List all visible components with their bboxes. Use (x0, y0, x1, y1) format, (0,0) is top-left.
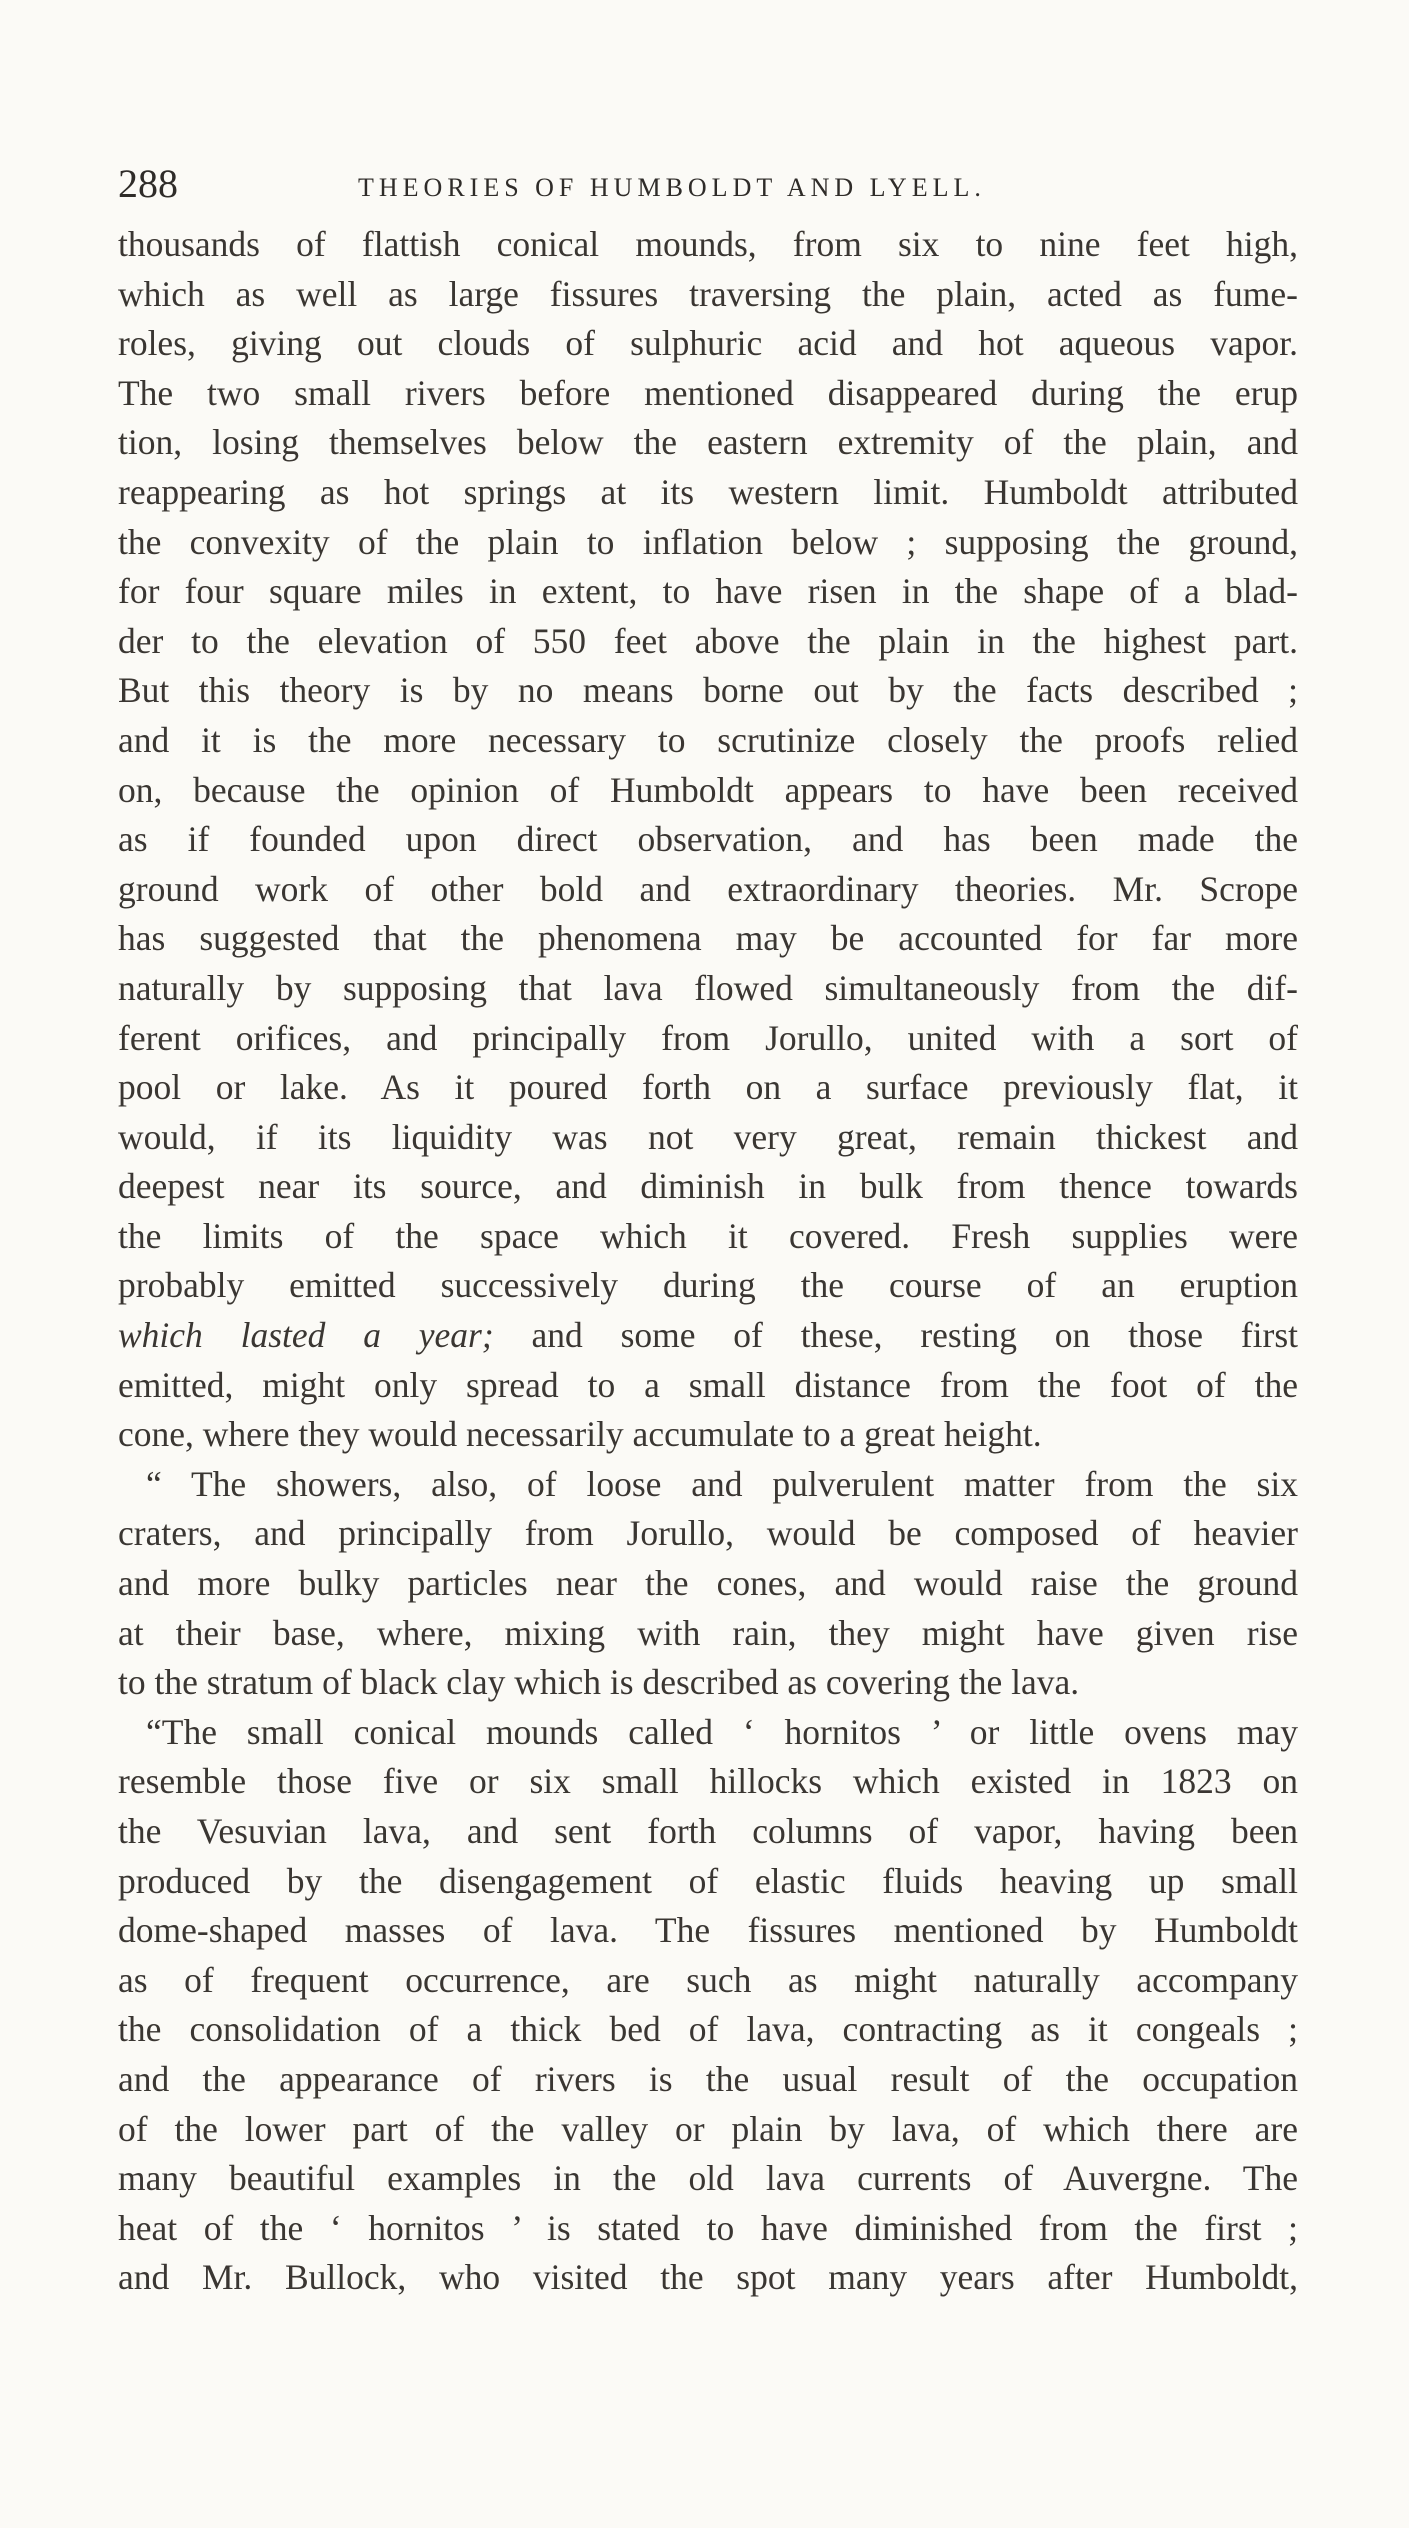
text-line-mixed (118, 1311, 1298, 1361)
text-line: of the lower part of the valley or plain by lava, of which there are (118, 2108, 1298, 2149)
text-line: deepest near its source, and diminish in bulk from thence towards (118, 1166, 1298, 1207)
text-line: craters, and principally from Jorullo, would be composed of heavier (118, 1513, 1298, 1554)
text-line: “ The showers, also, of loose and pulverulent matter from the six (146, 1463, 1298, 1504)
running-title: THEORIES OF HUMBOLDT AND LYELL. (358, 173, 986, 202)
text-line: cone, where they would necessarily accumulate to a great height. (118, 1414, 1042, 1455)
text-line: pool or lake. As it poured forth on a surface previously flat, it (118, 1067, 1298, 1108)
text-line: many beautiful examples in the old lava currents of Auvergne. The (118, 2158, 1298, 2199)
text-line: reappearing as hot springs at its western limit. Humboldt attributed (118, 471, 1298, 512)
text-line-rest: and some of these, resting on those first (493, 1315, 1298, 1356)
text-line: as if founded upon direct observation, and has been made the (118, 819, 1298, 860)
text-line: on, because the opinion of Humboldt appears to have been received (118, 769, 1298, 810)
book-page (118, 160, 1298, 2303)
running-head (118, 160, 1298, 220)
text-line: to the stratum of black clay which is described as covering the lava. (118, 1662, 1080, 1703)
text-line: probably emitted successively during the course of an eruption (118, 1265, 1298, 1306)
page-number: 288 (118, 161, 178, 206)
text-line: at their base, where, mixing with rain, they might have given rise (118, 1612, 1298, 1653)
text-line: would, if its liquidity was not very great, remain thickest and (118, 1116, 1298, 1157)
italic-phrase: which lasted a year; (118, 1315, 494, 1356)
text-line: der to the elevation of 550 feet above the plain in the highest part. (118, 620, 1298, 661)
text-line: thousands of flattish conical mounds, from six to nine feet high, (118, 224, 1298, 264)
text-line: and the appearance of rivers is the usual result of the occupation (118, 2058, 1298, 2099)
text-line: heat of the ‘ hornitos ’ is stated to have diminished from the first ; (118, 2207, 1298, 2248)
text-line: and it is the more necessary to scrutinize closely the proofs relied (118, 719, 1298, 760)
text-line: But this theory is by no means borne out by the facts described ; (118, 670, 1298, 711)
text-line: produced by the disengagement of elastic fluids heaving up small (118, 1860, 1298, 1901)
text-line: ground work of other bold and extraordinary theories. Mr. Scrope (118, 868, 1298, 909)
text-line: the consolidation of a thick bed of lava, contracting as it congeals ; (118, 2009, 1298, 2050)
text-line: dome-shaped masses of lava. The fissures mentioned by Humboldt (118, 1910, 1298, 1951)
text-line: as of frequent occurrence, are such as might naturally accompany (118, 1959, 1298, 2000)
text-line: has suggested that the phenomena may be accounted for far more (118, 918, 1298, 959)
text-line: which as well as large fissures traversing the plain, acted as fume- (118, 273, 1298, 314)
text-line: and Mr. Bullock, who visited the spot many years after Humboldt, (118, 2257, 1298, 2298)
text-line: for four square miles in extent, to have risen in the shape of a blad- (118, 571, 1298, 612)
text-line: the Vesuvian lava, and sent forth columns of vapor, having been (118, 1811, 1298, 1851)
text-line: and more bulky particles near the cones, and would raise the ground (118, 1563, 1298, 1604)
text-line: emitted, might only spread to a small distance from the foot of the (118, 1364, 1298, 1405)
text-line: resemble those five or six small hillocks which existed in 1823 on (118, 1761, 1298, 1802)
text-line: roles, giving out clouds of sulphuric acid and hot aqueous vapor. (118, 323, 1298, 364)
body-text (118, 220, 1298, 2303)
text-line: the limits of the space which it covered. Fresh supplies were (118, 1215, 1298, 1256)
text-line: the convexity of the plain to inflation below ; supposing the ground, (118, 521, 1298, 562)
text-line: The two small rivers before mentioned disappeared during the erup (118, 372, 1298, 413)
text-line: ferent orifices, and principally from Jorullo, united with a sort of (118, 1017, 1298, 1058)
text-line: naturally by supposing that lava flowed simultaneously from the dif- (118, 967, 1298, 1008)
text-line: “The small conical mounds called ‘ hornitos ’ or little ovens may (146, 1711, 1298, 1752)
text-line: tion, losing themselves below the eastern extremity of the plain, and (118, 422, 1298, 463)
